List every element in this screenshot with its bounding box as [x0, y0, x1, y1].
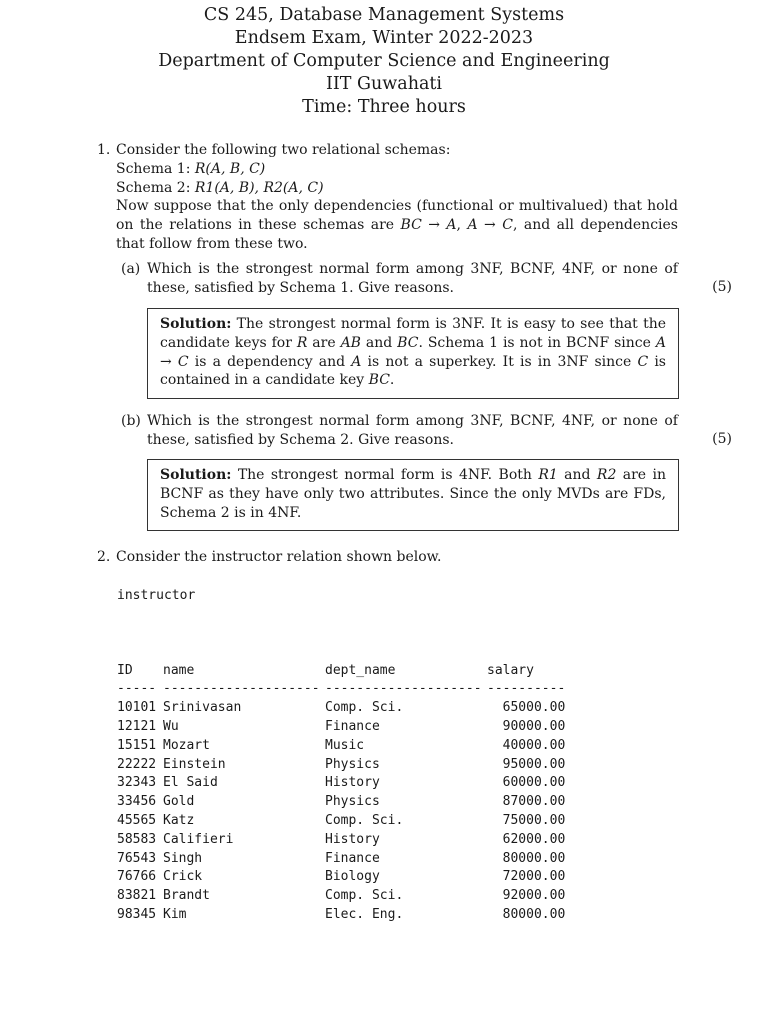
text-run: and [360, 334, 398, 351]
table-cell: Finance [325, 850, 380, 866]
text-run: are in BCNF as they have only two attributes. Since the only MVDs are FDs, Schema 2 is in 4NF. [160, 467, 666, 521]
solution-label: Solution: [160, 467, 232, 483]
table-row [117, 887, 565, 906]
math-run: R2 [596, 467, 617, 483]
table-cell: Crick [163, 869, 203, 885]
table-cell: Einstein [163, 756, 226, 772]
schema-label: Schema 1: [116, 160, 195, 177]
math-run: BC [397, 334, 419, 351]
table-cell: 32343 [117, 775, 157, 791]
dependency-paragraph [116, 197, 678, 253]
table-cell: 12121 [117, 718, 157, 734]
department-name: Department of Computer Science and Engineering [158, 51, 610, 71]
math-run: A → C [160, 334, 666, 370]
table-cell: Singh [163, 850, 203, 866]
table-row [117, 831, 565, 850]
table-cell: Physics [325, 794, 380, 810]
subquestion-label: (a) [121, 261, 141, 277]
column-header [487, 662, 565, 681]
table-cell: 76543 [117, 850, 157, 866]
table-row [117, 718, 565, 737]
schema-2 [116, 179, 678, 198]
table-cell: Mozart [163, 737, 210, 753]
table-row [117, 737, 565, 756]
table-cell: 33456 [117, 794, 157, 810]
column-header: dept_name [325, 662, 396, 678]
table-cell: Brandt [163, 888, 210, 904]
table-cell: 98345 [117, 906, 157, 922]
subquestion-text: Which is the strongest normal form among 3NF, BCNF, 4NF, or none of these, satisfied by Schema 2. Give reasons. [147, 413, 678, 448]
table-separator-row [117, 680, 565, 699]
table-cell: Finance [325, 718, 380, 734]
table-cell: 45565 [117, 812, 157, 828]
subquestion-label: (b) [121, 413, 141, 429]
table-cell: Comp. Sci. [325, 888, 404, 904]
table-cell: 95000.00 [502, 756, 566, 772]
text-run: is contained in a candidate key [160, 353, 666, 389]
math-run: A → C [467, 217, 513, 234]
table-cell: 72000.00 [502, 869, 566, 885]
text-run: . Schema 1 is not in BCNF since [418, 334, 656, 351]
table-cell: Kim [163, 906, 187, 922]
question-intro: Consider the instructor relation shown below. [116, 549, 442, 565]
table-cell: 83821 [117, 888, 157, 904]
table-cell: Comp. Sci. [325, 700, 404, 716]
separator: -------------------- [325, 681, 482, 697]
separator: ---------- [487, 681, 566, 697]
table-cell: 80000.00 [502, 850, 566, 866]
solution-1a [147, 308, 679, 399]
question-intro: Consider the following two relational schemas: [116, 142, 451, 158]
question-body [116, 141, 678, 254]
separator: ----- [117, 681, 157, 697]
schema-1 [116, 160, 678, 179]
exam-title: Endsem Exam, Winter 2022-2023 [234, 28, 534, 48]
table-cell: 80000.00 [502, 906, 566, 922]
table-row [117, 906, 565, 925]
table-row [117, 850, 565, 869]
relation-name: instructor [117, 588, 196, 603]
text-run: , [456, 217, 468, 234]
text-run: , and all dependencies that follow from these two. [116, 217, 678, 252]
text-run: . [389, 372, 395, 389]
math-run: A [351, 353, 362, 370]
column-header: name [163, 662, 195, 678]
schema-label: Schema 2: [116, 179, 195, 196]
table-cell: Califieri [163, 831, 234, 847]
text-run: and [557, 467, 597, 483]
table-cell: 90000.00 [502, 718, 566, 734]
table-cell: 40000.00 [502, 737, 566, 753]
math-run: BC → A [400, 217, 457, 234]
schema-math: R1(A, B), R2(A, C) [194, 179, 324, 196]
solution-label: Solution: [160, 316, 232, 332]
subquestion-text: Which is the strongest normal form among 3NF, BCNF, 4NF, or none of these, satisfied by Schema 1. Give reasons. [147, 261, 678, 296]
relation-table [117, 662, 565, 925]
question-number: 1. [97, 142, 111, 158]
table-row [117, 756, 565, 775]
table-cell: Elec. Eng. [325, 906, 404, 922]
table-cell: 92000.00 [502, 888, 566, 904]
table-row [117, 774, 565, 793]
exam-header [0, 4, 768, 119]
table-cell: Katz [163, 812, 195, 828]
column-header: ID [117, 662, 133, 678]
question-body [116, 548, 678, 567]
table-cell: Gold [163, 794, 195, 810]
separator: -------------------- [163, 681, 320, 697]
table-cell: 22222 [117, 756, 157, 772]
math-run: BC [368, 372, 390, 389]
math-run: R1 [538, 467, 558, 483]
text-run: is not a superkey. It is in 3NF since [361, 353, 638, 370]
institute-name: IIT Guwahati [325, 74, 443, 94]
text-run: are [307, 334, 341, 351]
schema-math: R(A, B, C) [194, 160, 266, 177]
table-cell: Physics [325, 756, 380, 772]
table-cell: 58583 [117, 831, 157, 847]
table-cell: 10101 [117, 700, 157, 716]
question-number: 2. [97, 549, 111, 565]
marks-1a: (5) [712, 279, 732, 295]
table-cell: 75000.00 [502, 812, 566, 828]
table-row [117, 812, 565, 831]
table-cell: Wu [163, 718, 179, 734]
table-cell: Music [325, 737, 365, 753]
table-cell: 60000.00 [502, 775, 566, 791]
marks-1b: (5) [712, 431, 732, 447]
table-cell: 62000.00 [502, 831, 566, 847]
table-cell: History [325, 775, 380, 791]
table-cell: 87000.00 [502, 794, 566, 810]
math-run: C [637, 353, 649, 370]
text-run: is a dependency and [188, 353, 352, 370]
table-cell: 76766 [117, 869, 157, 885]
table-cell: 65000.00 [502, 700, 566, 716]
table-row [117, 868, 565, 887]
text-run: Now suppose that the only dependencies (functional or multivalued) that hold on the relations in these schemas are [116, 198, 678, 234]
text-run: The strongest normal form is 3NF. It is easy to see that the candidate keys for [160, 316, 666, 351]
table-row [117, 793, 565, 812]
exam-duration: Time: Three hours [302, 97, 466, 117]
table-cell: History [325, 831, 380, 847]
table-cell: El Said [163, 775, 218, 791]
table-header-row [117, 662, 565, 681]
table-cell: Srinivasan [163, 700, 242, 716]
solution-1b [147, 459, 679, 531]
text-run: The strongest normal form is 4NF. Both [231, 467, 539, 483]
table-cell: Biology [325, 869, 380, 885]
math-run: AB [340, 334, 361, 351]
table-row [117, 699, 565, 718]
math-run: R [296, 334, 308, 351]
table-cell: 15151 [117, 737, 157, 753]
course-title: CS 245, Database Management Systems [203, 5, 565, 25]
column-header-text: salary [487, 662, 534, 678]
table-cell: Comp. Sci. [325, 812, 404, 828]
instructor-table [117, 624, 565, 944]
